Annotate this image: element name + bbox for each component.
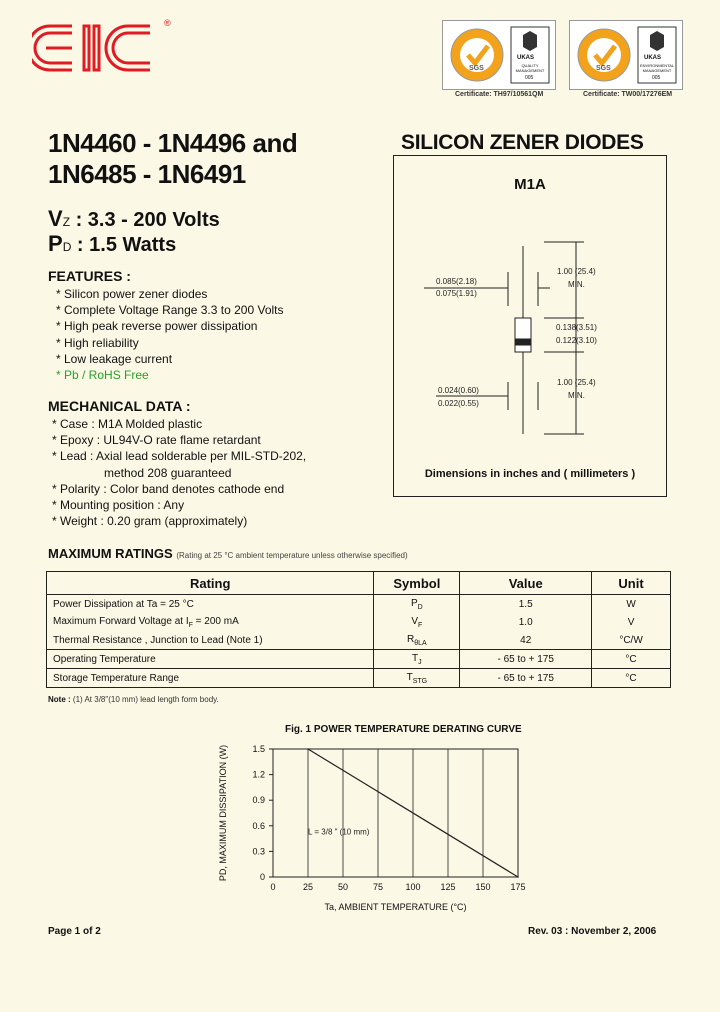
ukas-label: UKAS bbox=[517, 55, 535, 61]
package-outline-box bbox=[393, 155, 667, 497]
table-row: Thermal Resistance , Junction to Lead (Note 1) $R_{\theta LA}$ 42 °C/W bbox=[47, 631, 671, 650]
table-row: Power Dissipation at Ta = 25 °C $P_D$ 1.5 W bbox=[47, 595, 671, 614]
product-subtitle: SILICON ZENER DIODES bbox=[401, 131, 644, 154]
lead-length-top-min: MIN. bbox=[568, 280, 585, 289]
table-row: Storage Temperature Range $T_{STG}$ - 65 to + 175 °C bbox=[47, 669, 671, 688]
features-heading: FEATURES : bbox=[48, 268, 131, 284]
title-line-1: 1N4460 - 1N4496 and bbox=[48, 128, 298, 158]
package-name: M1A bbox=[514, 176, 546, 193]
x-axis-label: Ta, AMBIENT TEMPERATURE (°C) bbox=[324, 902, 467, 912]
lead-dia-max: 0.085(2.18) bbox=[436, 277, 477, 286]
sgs-label: SGS bbox=[469, 65, 484, 72]
eic-logo bbox=[32, 20, 172, 76]
y-tick-label: 1.2 bbox=[252, 769, 265, 780]
plot-frame bbox=[273, 749, 518, 877]
certificate-number-em: Certificate: TW00/17276EM bbox=[583, 91, 673, 98]
wire-dia-max: 0.024(0.60) bbox=[438, 386, 479, 395]
title-line-2: 1N6485 - 1N6491 bbox=[48, 159, 246, 189]
mechanical-section bbox=[48, 398, 306, 529]
sgs-ukas-em-icon bbox=[570, 21, 682, 89]
y-tick-label: 1.5 bbox=[252, 744, 265, 754]
x-tick-label: 50 bbox=[337, 882, 349, 892]
part-number-title bbox=[48, 128, 297, 190]
lead-length-top: 1.00 (25.4) bbox=[557, 267, 596, 276]
mechanical-item: * Weight : 0.20 gram (approximately) bbox=[52, 514, 248, 529]
feature-item: * Complete Voltage Range 3.3 to 200 Volts bbox=[56, 303, 284, 318]
table-header-row bbox=[47, 572, 671, 595]
max-ratings-heading: MAXIMUM RATINGS (Rating at 25 °C ambient temperature unless otherwise specified) bbox=[48, 546, 408, 561]
max-ratings-table bbox=[46, 571, 671, 688]
mechanical-item: * Polarity : Color band denotes cathode end bbox=[52, 481, 285, 496]
certificate-number-qm: Certificate: TH97/10561QM bbox=[455, 91, 544, 98]
ukas-sub: ENVIRONMENTAL MANAGEMENT bbox=[640, 63, 675, 73]
ukas-code: 005 bbox=[525, 75, 534, 81]
col-header-value: Value bbox=[460, 572, 592, 595]
x-tick-label: 125 bbox=[440, 882, 456, 892]
x-tick-label: 175 bbox=[510, 882, 526, 892]
y-tick-label: 0.3 bbox=[252, 846, 265, 857]
col-header-symbol: Symbol bbox=[374, 572, 460, 595]
curve-point bbox=[307, 748, 309, 750]
vz-spec: VZ : 3.3 - 200 Volts bbox=[48, 206, 220, 231]
pd-spec: PD : 1.5 Watts bbox=[48, 231, 177, 256]
features-section bbox=[48, 268, 284, 383]
rohs-item: * Pb / RoHS Free bbox=[56, 368, 149, 383]
ratings-condition-note: (Rating at 25 °C ambient temperature unless otherwise specified) bbox=[176, 551, 408, 560]
mechanical-item: * Case : M1A Molded plastic bbox=[52, 417, 203, 431]
ukas-label: UKAS bbox=[644, 55, 662, 61]
table-row: Maximum Forward Voltage at $I_F = 200$ mA $V_F$ 1.0 V bbox=[47, 613, 671, 631]
y-tick-label: 0.6 bbox=[252, 820, 265, 831]
col-header-rating: Rating bbox=[47, 572, 374, 595]
sgs-label: SGS bbox=[596, 65, 611, 72]
package-drawing bbox=[394, 156, 666, 496]
x-tick-label: 75 bbox=[372, 882, 384, 892]
curve-annotation: L = 3/8 " (10 mm) bbox=[308, 827, 370, 837]
curve-point bbox=[517, 876, 519, 878]
y-tick-label: 0 bbox=[259, 872, 265, 882]
lead-dia-min: 0.075(1.91) bbox=[436, 289, 477, 298]
chart-title: Fig. 1 POWER TEMPERATURE DERATING CURVE bbox=[285, 724, 522, 735]
feature-item: * High reliability bbox=[56, 335, 139, 350]
dimensions-caption: Dimensions in inches and ( millimeters ) bbox=[424, 468, 636, 480]
registered-mark: ® bbox=[164, 18, 171, 28]
table-footnote: Note : (1) At 3/8"(10 mm) lead length form body. bbox=[48, 695, 219, 704]
lead-length-bottom: 1.00 (25.4) bbox=[557, 378, 596, 387]
ukas-code: 005 bbox=[652, 75, 661, 81]
wire-dia-min: 0.022(0.55) bbox=[438, 399, 479, 408]
page-number: Page 1 of 2 bbox=[48, 926, 101, 937]
x-tick-label: 0 bbox=[270, 882, 276, 892]
lead-length-bottom-min: MIN. bbox=[568, 391, 585, 400]
certification-badge-em bbox=[569, 20, 683, 90]
mechanical-heading: MECHANICAL DATA : bbox=[48, 398, 191, 414]
body-length-max: 0.138(3.51) bbox=[556, 323, 597, 332]
feature-item: * Silicon power zener diodes bbox=[56, 287, 208, 301]
body-length-min: 0.122(3.10) bbox=[556, 336, 597, 345]
key-specs bbox=[48, 208, 220, 258]
feature-item: * Low leakage current bbox=[56, 351, 173, 366]
mechanical-item: method 208 guaranteed bbox=[104, 465, 232, 480]
x-tick-label: 25 bbox=[302, 882, 314, 892]
ukas-sub: QUALITY MANAGEMENT bbox=[515, 63, 545, 73]
y-tick-label: 0.9 bbox=[252, 795, 265, 806]
y-axis-label: PD, MAXIMUM DISSIPATION (W) bbox=[218, 744, 228, 882]
mechanical-item: * Mounting position : Any bbox=[52, 498, 185, 513]
feature-item: * High peak reverse power dissipation bbox=[56, 319, 258, 334]
certification-badge-qm bbox=[442, 20, 556, 90]
mechanical-item: * Epoxy : UL94V-O rate flame retardant bbox=[52, 433, 261, 448]
sgs-ukas-qm-icon bbox=[443, 21, 555, 89]
table-row: Operating Temperature $T_J$ - 65 to + 175 °C bbox=[47, 650, 671, 669]
derating-chart bbox=[200, 738, 540, 918]
x-tick-label: 150 bbox=[475, 882, 491, 892]
mechanical-item: * Lead : Axial lead solderable per MIL-STD-202, bbox=[52, 449, 307, 464]
revision-date: Rev. 03 : November 2, 2006 bbox=[528, 926, 657, 937]
col-header-unit: Unit bbox=[592, 572, 671, 595]
x-tick-label: 100 bbox=[405, 882, 421, 892]
